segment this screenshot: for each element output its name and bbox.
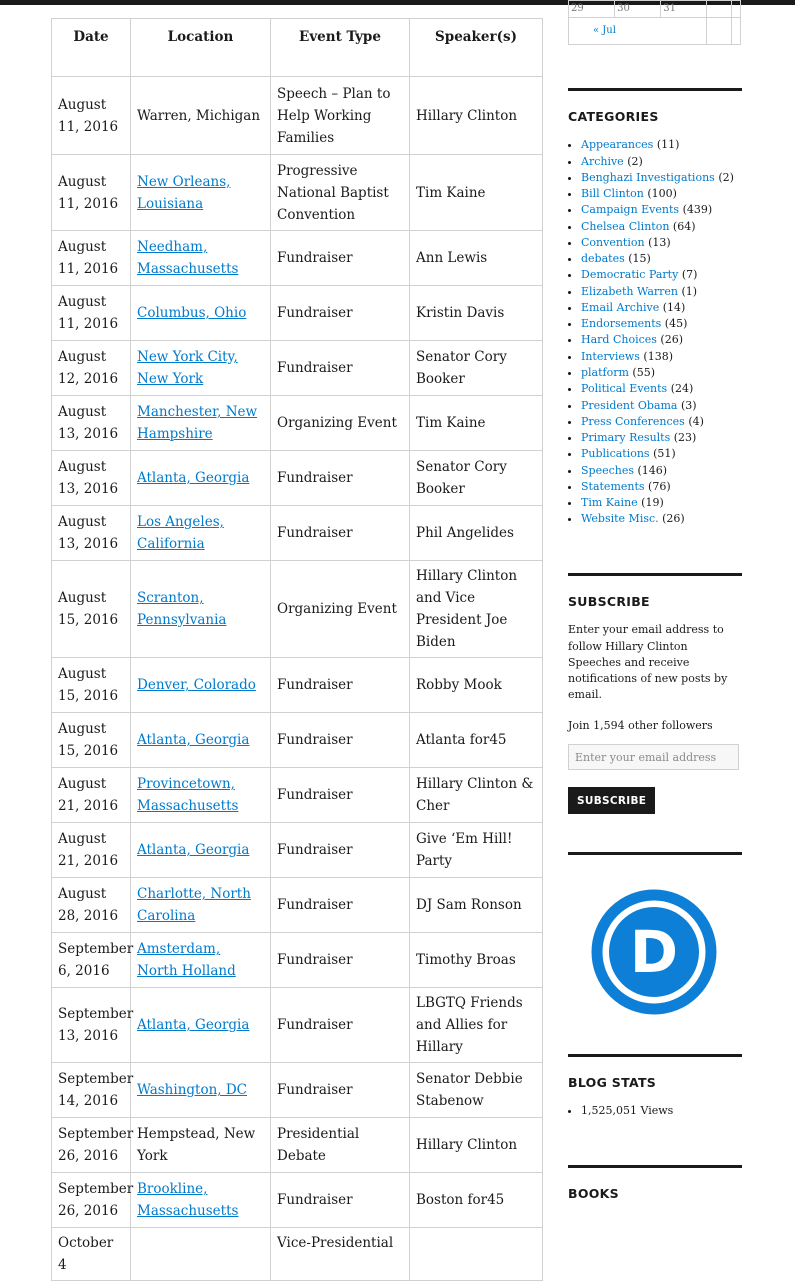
table-row: [52, 341, 543, 396]
events-table: [51, 18, 543, 1281]
category-link[interactable]: Appearances: [581, 138, 654, 152]
logo-widget: [568, 852, 742, 1063]
category-item: [581, 316, 742, 332]
cell-location: [131, 658, 271, 713]
calendar-week-row: [569, 1, 741, 18]
cell-date: August 13, 2016: [52, 396, 131, 451]
cell-event-type: Fundraiser: [271, 1173, 410, 1228]
cell-speakers: Senator Cory Booker: [410, 451, 543, 506]
cell-location: [131, 768, 271, 823]
cell-event-type: Fundraiser: [271, 878, 410, 933]
header-event-type: Event Type: [271, 19, 410, 77]
table-row: [52, 286, 543, 341]
table-row: [52, 988, 543, 1063]
category-link[interactable]: Political Events: [581, 382, 668, 396]
calendar-nav-cell: [732, 18, 741, 45]
location-link[interactable]: Denver, Colorado: [137, 677, 256, 693]
category-count: (11): [656, 138, 680, 152]
cell-date: August 28, 2016: [52, 878, 131, 933]
category-count: (26): [662, 512, 685, 526]
category-link[interactable]: Publications: [581, 447, 650, 461]
category-item: [581, 300, 742, 316]
category-count: (64): [672, 219, 696, 233]
table-row: [52, 451, 543, 506]
table-row: [52, 77, 543, 155]
category-item: [581, 154, 742, 170]
cell-speakers: DJ Sam Ronson: [410, 878, 543, 933]
header-location: Location: [131, 19, 271, 77]
category-item: [581, 251, 742, 267]
category-count: (2): [718, 170, 734, 184]
cell-event-type: Fundraiser: [271, 933, 410, 988]
cell-speakers: Ann Lewis: [410, 231, 543, 286]
location-link[interactable]: Los Angeles, California: [137, 514, 224, 552]
cell-speakers: Robby Mook: [410, 658, 543, 713]
category-item: [581, 365, 742, 381]
cell-date: September 26, 2016: [52, 1118, 131, 1173]
category-count: (439): [682, 203, 713, 217]
email-input[interactable]: [568, 744, 739, 770]
cell-event-type: Fundraiser: [271, 506, 410, 561]
category-item: [581, 511, 742, 527]
category-link[interactable]: Convention: [581, 235, 645, 249]
cell-date: August 15, 2016: [52, 713, 131, 768]
location-link[interactable]: Atlanta, Georgia: [137, 470, 250, 486]
cell-date: August 11, 2016: [52, 231, 131, 286]
calendar-day: 31: [661, 1, 707, 18]
cell-location: [131, 713, 271, 768]
cell-date: September 6, 2016: [52, 933, 131, 988]
category-item: [581, 186, 742, 202]
widget-divider: [568, 852, 742, 855]
cell-speakers: Timothy Broas: [410, 933, 543, 988]
cell-event-type: Vice-Presidential: [271, 1228, 410, 1281]
subscribe-widget: [568, 573, 742, 814]
category-item: [581, 479, 742, 495]
table-header-row: [52, 19, 543, 77]
category-item: [581, 430, 742, 446]
cell-speakers: Tim Kaine: [410, 155, 543, 231]
table-row: [52, 713, 543, 768]
cell-speakers: Phil Angelides: [410, 506, 543, 561]
cell-speakers: Hillary Clinton & Cher: [410, 768, 543, 823]
widget-divider: [568, 1054, 742, 1057]
cell-event-type: Fundraiser: [271, 768, 410, 823]
category-count: (14): [662, 300, 686, 314]
category-item: [581, 463, 742, 479]
table-row: [52, 1173, 543, 1228]
category-link[interactable]: Campaign Events: [581, 203, 680, 217]
cell-location: [131, 1173, 271, 1228]
category-count: (26): [660, 333, 683, 347]
cell-location: [131, 286, 271, 341]
category-item: [581, 398, 742, 414]
category-item: [581, 446, 742, 462]
cell-speakers: Senator Debbie Stabenow: [410, 1063, 543, 1118]
cell-location: [131, 155, 271, 231]
category-item: [581, 495, 742, 511]
cell-location: [131, 1063, 271, 1118]
cell-date: August 13, 2016: [52, 506, 131, 561]
calendar-nav-cell: [569, 18, 707, 45]
category-link[interactable]: Democratic Party: [581, 268, 679, 282]
category-count: (100): [647, 187, 677, 201]
category-link[interactable]: Primary Results: [581, 431, 671, 445]
cell-location: [131, 341, 271, 396]
table-row: [52, 1063, 543, 1118]
category-count: (146): [637, 463, 668, 477]
cell-date: September 26, 2016: [52, 1173, 131, 1228]
cell-location: [131, 823, 271, 878]
category-item: [581, 332, 742, 348]
table-row: [52, 561, 543, 658]
cell-event-type: Fundraiser: [271, 231, 410, 286]
table-row: [52, 231, 543, 286]
cell-date: August 11, 2016: [52, 155, 131, 231]
cell-event-type: Fundraiser: [271, 341, 410, 396]
category-link[interactable]: Interviews: [581, 349, 640, 363]
subscribe-title: SUBSCRIBE: [568, 594, 650, 609]
category-item: [581, 202, 742, 218]
cell-location: Warren, Michigan: [131, 77, 271, 155]
cell-location: Hempstead, New York: [131, 1118, 271, 1173]
cell-location: [131, 933, 271, 988]
location-link[interactable]: Needham, Massachusetts: [137, 239, 239, 277]
calendar-day: 30: [615, 1, 661, 18]
table-row: [52, 823, 543, 878]
cell-event-type: Fundraiser: [271, 286, 410, 341]
cell-date: August 11, 2016: [52, 286, 131, 341]
blog-stats-list: [568, 1103, 742, 1119]
books-widget: [568, 1165, 742, 1214]
category-count: (23): [673, 431, 697, 445]
cell-event-type: Speech – Plan to Help Working Families: [271, 77, 410, 155]
category-count: (76): [648, 479, 671, 493]
location-link[interactable]: Atlanta, Georgia: [137, 842, 250, 858]
category-link[interactable]: Statements: [581, 479, 645, 493]
category-item: [581, 381, 742, 397]
location-link[interactable]: Brookline, Massachusetts: [137, 1181, 239, 1219]
cell-location: [131, 396, 271, 451]
cell-event-type: Fundraiser: [271, 823, 410, 878]
cell-location: [131, 451, 271, 506]
books-title: BOOKS: [568, 1186, 619, 1201]
category-count: (15): [628, 252, 651, 266]
blog-stats-widget: [568, 1054, 742, 1120]
category-count: (51): [653, 447, 676, 461]
categories-widget: [568, 88, 742, 528]
location-link[interactable]: Atlanta, Georgia: [137, 1017, 250, 1033]
calendar-prev-month-link[interactable]: « Jul: [593, 25, 616, 37]
blog-stats-title: BLOG STATS: [568, 1075, 657, 1090]
cell-speakers: Senator Cory Booker: [410, 341, 543, 396]
cell-location: [131, 988, 271, 1063]
democratic-party-d-logo-icon: [568, 873, 742, 1043]
category-link[interactable]: Endorsements: [581, 317, 662, 331]
category-item: [581, 267, 742, 283]
location-link[interactable]: Provincetown, Massachusetts: [137, 776, 239, 814]
calendar-day: 29: [569, 1, 615, 18]
cell-date: October 4: [52, 1228, 131, 1281]
header-date: Date: [52, 19, 131, 77]
logo-container: [568, 873, 742, 1063]
category-item: [581, 235, 742, 251]
table-row: [52, 1118, 543, 1173]
cell-date: August 12, 2016: [52, 341, 131, 396]
location-link[interactable]: Columbus, Ohio: [137, 305, 247, 321]
category-link[interactable]: platform: [581, 366, 629, 380]
category-count: (138): [643, 349, 674, 363]
cell-speakers: LBGTQ Friends and Allies for Hillary: [410, 988, 543, 1063]
category-item: [581, 219, 742, 235]
cell-speakers: Hillary Clinton: [410, 77, 543, 155]
category-count: (13): [648, 235, 671, 249]
category-item: [581, 170, 742, 186]
category-link[interactable]: Elizabeth Warren: [581, 284, 678, 298]
calendar-nav-cell: [707, 18, 732, 45]
logo-letter: D: [629, 918, 679, 986]
calendar-widget: [568, 0, 741, 45]
cell-event-type: Organizing Event: [271, 396, 410, 451]
table-row: [52, 878, 543, 933]
category-link[interactable]: Tim Kaine: [581, 496, 638, 510]
cell-speakers: Hillary Clinton and Vice President Joe Biden: [410, 561, 543, 658]
cell-speakers: Kristin Davis: [410, 286, 543, 341]
cell-location: [131, 231, 271, 286]
category-item: [581, 137, 742, 153]
cell-event-type: Fundraiser: [271, 1063, 410, 1118]
cell-speakers: Tim Kaine: [410, 396, 543, 451]
category-count: (4): [688, 414, 704, 428]
cell-speakers: Atlanta for45: [410, 713, 543, 768]
cell-speakers: Hillary Clinton: [410, 1118, 543, 1173]
calendar-nav-row: [569, 18, 741, 45]
calendar-day: [732, 1, 741, 18]
category-item: [581, 284, 742, 300]
cell-date: August 11, 2016: [52, 77, 131, 155]
category-link[interactable]: Chelsea Clinton: [581, 219, 670, 233]
category-link[interactable]: Hard Choices: [581, 333, 657, 347]
category-link[interactable]: Press Conferences: [581, 414, 685, 428]
category-link[interactable]: President Obama: [581, 398, 678, 412]
cell-speakers: Give ‘Em Hill! Party: [410, 823, 543, 878]
categories-list: [568, 137, 742, 527]
cell-speakers: [410, 1228, 543, 1281]
cell-event-type: Fundraiser: [271, 713, 410, 768]
category-link[interactable]: debates: [581, 252, 625, 266]
cell-location: [131, 878, 271, 933]
cell-event-type: Presidential Debate: [271, 1118, 410, 1173]
location-link[interactable]: Charlotte, North Carolina: [137, 886, 251, 924]
cell-date: September 13, 2016: [52, 988, 131, 1063]
table-row: [52, 1228, 543, 1281]
category-item: [581, 349, 742, 365]
location-link[interactable]: Washington, DC: [137, 1082, 248, 1098]
cell-event-type: Organizing Event: [271, 561, 410, 658]
location-link[interactable]: Scranton, Pennsylvania: [137, 590, 227, 628]
category-link[interactable]: Email Archive: [581, 300, 660, 314]
category-count: (19): [641, 496, 664, 510]
blog-stats-views: • 1,525,051 Views: [581, 1103, 742, 1119]
cell-event-type: Fundraiser: [271, 988, 410, 1063]
table-row: [52, 658, 543, 713]
events-table-body: [52, 77, 543, 1281]
widget-divider: [568, 1165, 742, 1168]
category-item: [581, 414, 742, 430]
category-count: (2): [627, 154, 643, 168]
category-count: (3): [681, 398, 697, 412]
subscribe-description: Enter your email address to follow Hillary Clinton Speeches and receive notifications of new posts by email.: [568, 623, 728, 702]
cell-date: August 13, 2016: [52, 451, 131, 506]
category-count: (7): [681, 268, 698, 282]
category-link[interactable]: Archive: [581, 154, 624, 168]
cell-location: [131, 561, 271, 658]
category-count: (1): [681, 284, 698, 298]
widget-divider: [568, 573, 742, 576]
cell-date: September 14, 2016: [52, 1063, 131, 1118]
categories-title: CATEGORIES: [568, 109, 659, 124]
table-row: [52, 155, 543, 231]
category-link[interactable]: Bill Clinton: [581, 187, 644, 201]
location-link[interactable]: Atlanta, Georgia: [137, 732, 250, 748]
category-count: (55): [632, 366, 656, 380]
subscribe-followers: Join 1,594 other followers: [568, 718, 713, 732]
header-speakers: Speaker(s): [410, 19, 543, 77]
cell-event-type: Progressive National Baptist Convention: [271, 155, 410, 231]
widget-divider: [568, 88, 742, 91]
cell-date: August 21, 2016: [52, 768, 131, 823]
table-row: [52, 933, 543, 988]
cell-date: August 15, 2016: [52, 658, 131, 713]
category-link[interactable]: Website Misc.: [581, 512, 659, 526]
category-link[interactable]: Benghazi Investigations: [581, 170, 715, 184]
cell-speakers: Boston for45: [410, 1173, 543, 1228]
cell-date: August 15, 2016: [52, 561, 131, 658]
subscribe-button[interactable]: SUBSCRIBE: [568, 787, 655, 814]
table-row: [52, 506, 543, 561]
cell-event-type: Fundraiser: [271, 658, 410, 713]
category-count: (45): [664, 317, 688, 331]
location-link[interactable]: New Orleans, Louisiana: [137, 173, 231, 212]
cell-location: [131, 506, 271, 561]
location-link[interactable]: New York City, New York: [137, 349, 238, 387]
location-link[interactable]: Manchester, New Hampshire: [137, 404, 258, 442]
cell-date: August 21, 2016: [52, 823, 131, 878]
cell-location: [131, 1228, 271, 1281]
category-link[interactable]: Speeches: [581, 463, 634, 477]
cell-event-type: Fundraiser: [271, 451, 410, 506]
calendar-day: [707, 1, 732, 18]
category-count: (24): [670, 382, 694, 396]
table-row: [52, 396, 543, 451]
location-link[interactable]: Amsterdam, North Holland: [137, 941, 236, 979]
table-row: [52, 768, 543, 823]
